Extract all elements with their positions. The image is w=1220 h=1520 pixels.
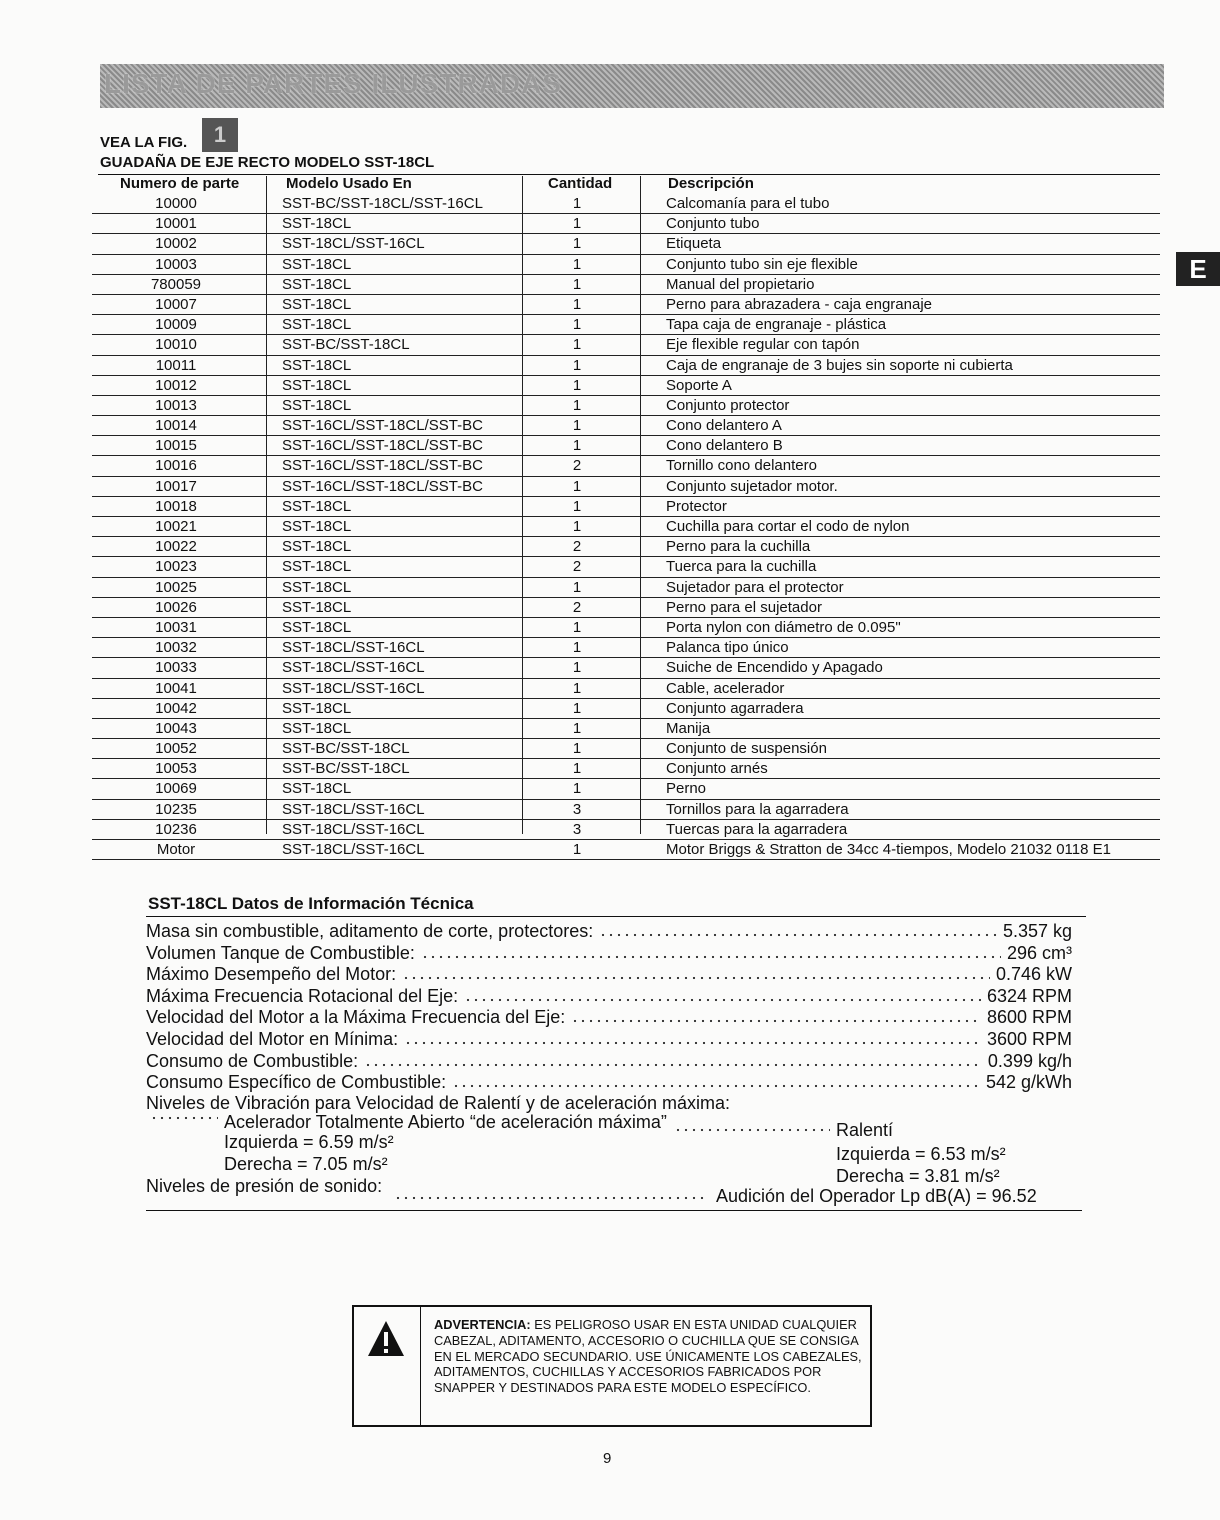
model-cell: SST-18CL [282,780,352,798]
part-number-cell: 10043 [155,719,197,737]
section-header-bar [100,64,1164,108]
leader-dots [674,1128,830,1134]
description-cell: Manija [666,719,711,737]
leader-dots [150,1116,218,1122]
model-cell: SST-18CL [282,699,352,717]
tech-row [146,919,1072,941]
description-cell: Cono delantero A [666,417,782,435]
part-number-cell: Motor [156,841,196,858]
idle-right-value: Derecha = 3.81 m/s² [836,1166,1000,1186]
description-cell: Sujetador para el protector [666,578,844,596]
part-number-cell: 10053 [155,760,197,778]
table-row [92,557,1160,577]
description-cell: Eje flexible regular con tapón [666,336,860,354]
warning-body: ES PELIGROSO USAR EN ESTA UNIDAD CUALQUIER CABEZAL, ADITAMENTO, ACCESORIO O CUCHILLA QUE SE CONSIGA EN EL MERCADO SECUNDARIO. USE ÚNICAMENTE LOS CABEZALES, ADITAMENTOS, CUCHILLAS Y ACCESORIOS FABRICADOS POR SNAPPER Y DESTINADOS PARA ESTE MODELO ESPECÍFICO. [434,1317,862,1396]
tech-label: Consumo de Combustible: [146,1050,359,1071]
part-number-cell: 10011 [155,356,197,374]
part-number-cell: 10041 [155,679,197,697]
quantity-cell: 3 [572,820,582,838]
warning-triangle-icon [366,1319,406,1359]
table-row [92,779,1160,799]
description-cell: Conjunto protector [666,396,790,414]
description-cell: Perno [666,780,707,798]
tech-row [146,941,1072,963]
model-cell: SST-18CL [282,518,352,535]
quantity-cell: 2 [572,457,582,475]
quantity-cell: 1 [572,417,582,435]
quantity-cell: 1 [572,437,582,455]
description-cell: Conjunto sujetador motor. [666,477,838,495]
quantity-cell: 1 [572,195,582,212]
quantity-cell: 1 [572,841,582,858]
tech-data-list [146,919,1072,1092]
section-title: LISTA DE PARTES ILUSTRADAS [104,68,562,99]
model-cell: SST-18CL [282,719,352,737]
tech-value: 8600 RPM [986,1007,1072,1028]
part-number-cell: 10042 [155,699,197,717]
model-cell: SST-18CL/SST-16CL [282,235,425,253]
description-cell: Tornillo cono delantero [666,457,817,475]
table-row [92,517,1160,537]
part-number-cell: 10000 [155,195,197,212]
tech-label: Volumen Tanque de Combustible: [146,942,415,963]
quantity-cell: 1 [572,356,582,374]
quantity-cell: 1 [572,780,582,798]
table-row [92,759,1160,779]
table-row [92,234,1160,254]
model-cell: SST-18CL/SST-16CL [282,679,425,697]
quantity-cell: 1 [572,295,582,313]
tech-value: 542 g/kWh [985,1072,1072,1093]
quantity-cell: 1 [572,699,582,717]
tech-label: Consumo Específico de Combustible: [146,1072,447,1093]
model-cell: SST-18CL [282,578,352,596]
full-right-value: Derecha = 7.05 m/s² [224,1154,388,1174]
quantity-cell: 1 [572,215,582,233]
table-row [92,638,1160,658]
part-number-cell: 10009 [155,316,197,334]
description-cell: Cono delantero B [666,437,783,455]
description-cell: Palanca tipo único [666,639,789,657]
col-part-number: Numero de parte [120,175,240,192]
part-number-cell: 10023 [155,558,197,576]
description-cell: Conjunto tubo [666,215,760,233]
page-number: 9 [603,1450,612,1467]
model-cell: SST-18CL [282,255,352,273]
part-number-cell: 10032 [155,639,197,657]
model-cell: SST-18CL/SST-16CL [282,639,425,657]
tech-label: Máximo Desempeño del Motor: [146,964,397,985]
table-row [92,840,1160,860]
quantity-cell: 1 [572,477,582,495]
model-cell: SST-18CL/SST-16CL [282,800,425,818]
table-row [92,537,1160,557]
quantity-cell: 1 [572,679,582,697]
warning-text [434,1317,864,1396]
part-number-cell: 10235 [155,800,197,818]
leader-dots [402,962,990,980]
idle-label: Ralentí [836,1120,894,1140]
quantity-cell: 1 [572,275,582,293]
table-row [92,416,1160,436]
quantity-cell: 1 [572,336,582,354]
sound-label: Niveles de presión de sonido: [146,1176,383,1196]
quantity-cell: 1 [572,376,582,394]
table-row [92,477,1160,497]
part-number-cell: 780059 [150,275,202,293]
model-cell: SST-18CL [282,316,352,334]
table-row [92,295,1160,315]
tech-value: 296 cm³ [1006,942,1072,963]
figure-label: VEA LA FIG. [100,134,188,151]
table-row [92,699,1160,719]
leader-dots [571,1005,981,1023]
leader-dots [404,1027,981,1045]
part-number-cell: 10017 [155,477,197,495]
part-number-cell: 10012 [155,376,197,394]
parts-table-header [98,174,1160,193]
quantity-cell: 1 [572,740,582,758]
leader-dots [394,1196,708,1202]
table-row [92,739,1160,759]
part-number-cell: 10069 [155,780,197,798]
description-cell: Tuerca para la cuchilla [666,558,817,576]
tech-data-title: SST-18CL Datos de Información Técnica [148,894,474,913]
col-quantity: Cantidad [548,175,613,192]
part-number-cell: 10033 [155,659,197,677]
description-cell: Etiqueta [666,235,722,253]
table-row [92,376,1160,396]
description-cell: Conjunto agarradera [666,699,804,717]
quantity-cell: 2 [572,558,582,576]
table-row [92,436,1160,456]
description-cell: Perno para abrazadera - caja engranaje [666,295,933,313]
table-row [92,618,1160,638]
description-cell: Tapa caja de engranaje - plástica [666,316,887,334]
warning-icon-cell [354,1307,421,1425]
description-cell: Manual del propietario [666,275,815,293]
part-number-cell: 10022 [155,538,197,556]
description-cell: Cuchilla para cortar el codo de nylon [666,518,910,535]
tech-value: 5.357 kg [1002,921,1072,941]
tech-value: 0.746 kW [995,964,1072,985]
quantity-cell: 1 [572,659,582,677]
tech-row [146,1049,1072,1071]
quantity-cell: 1 [572,618,582,636]
parts-table [92,194,1160,860]
table-row [92,214,1160,234]
quantity-cell: 1 [572,497,582,515]
table-row [92,820,1160,840]
table-row [92,356,1160,376]
table-row [92,800,1160,820]
table-row [92,598,1160,618]
idle-left-value: Izquierda = 6.53 m/s² [836,1144,1006,1164]
table-row [92,255,1160,275]
tech-row [146,1005,1072,1027]
tech-row [146,1070,1072,1092]
model-cell: SST-BC/SST-18CL/SST-16CL [282,195,483,212]
part-number-cell: 10014 [155,417,197,435]
quantity-cell: 2 [572,538,582,556]
part-number-cell: 10016 [155,457,197,475]
tech-label: Masa sin combustible, aditamento de corte, protectores: [146,921,594,941]
table-row [92,335,1160,355]
table-row [92,719,1160,739]
quantity-cell: 1 [572,316,582,334]
description-cell: Calcomanía para el tubo [666,195,830,212]
tech-label: Máxima Frecuencia Rotacional del Eje: [146,985,459,1006]
quantity-cell: 1 [572,235,582,253]
quantity-cell: 1 [572,719,582,737]
description-cell: Protector [666,497,727,515]
description-cell: Conjunto tubo sin eje flexible [666,255,858,273]
quantity-cell: 3 [572,800,582,818]
description-cell: Cable, acelerador [666,679,785,697]
model-cell: SST-18CL [282,295,352,313]
warning-lead: ADVERTENCIA: [434,1317,531,1332]
divider [146,1210,1082,1211]
model-cell: SST-BC/SST-18CL [282,760,410,778]
tech-row [146,984,1072,1006]
model-cell: SST-18CL [282,396,352,414]
tech-label: Velocidad del Motor en Mínima: [146,1028,399,1049]
description-cell: Motor Briggs & Stratton de 34cc 4-tiempos, Modelo 21032 0118 E1 [666,841,1111,858]
description-cell: Caja de engranaje de 3 bujes sin soporte ni cubierta [666,356,1013,374]
model-subtitle: GUADAÑA DE EJE RECTO MODELO SST-18CL [100,154,435,171]
quantity-cell: 2 [572,598,582,616]
description-cell: Perno para el sujetador [666,598,822,616]
model-cell: SST-18CL/SST-16CL [282,659,425,677]
model-cell: SST-18CL [282,376,352,394]
figure-number-badge: 1 [202,118,238,152]
part-number-cell: 10052 [155,740,197,758]
description-cell: Suiche de Encendido y Apagado [666,659,883,677]
quantity-cell: 1 [572,518,582,535]
part-number-cell: 10031 [155,618,197,636]
model-cell: SST-16CL/SST-18CL/SST-BC [282,457,483,475]
part-number-cell: 10007 [155,295,197,313]
quantity-cell: 1 [572,255,582,273]
table-row [92,396,1160,416]
leader-dots [452,1070,980,1088]
model-cell: SST-18CL [282,497,352,515]
leader-dots [364,1049,982,1067]
part-number-cell: 10026 [155,598,197,616]
divider [146,916,1086,917]
model-cell: SST-BC/SST-18CL [282,740,410,758]
part-number-cell: 10015 [155,437,197,455]
description-cell: Porta nylon con diámetro de 0.095" [666,618,901,636]
full-left-value: Izquierda = 6.59 m/s² [224,1132,394,1152]
table-row [92,658,1160,678]
part-number-cell: 10013 [155,396,197,414]
part-number-cell: 10001 [155,215,197,233]
warning-box [352,1305,872,1427]
model-cell: SST-18CL [282,598,352,616]
quantity-cell: 1 [572,639,582,657]
part-number-cell: 10002 [155,235,197,253]
tech-value: 6324 RPM [986,985,1072,1006]
description-cell: Tuercas para la agarradera [666,820,848,838]
description-cell: Perno para la cuchilla [666,538,811,556]
leader-dots [464,984,981,1002]
model-cell: SST-18CL/SST-16CL [282,820,425,838]
description-cell: Conjunto arnés [666,760,768,778]
part-number-cell: 10003 [155,255,197,273]
model-cell: SST-BC/SST-18CL [282,336,410,354]
tech-value: 3600 RPM [986,1028,1072,1049]
table-row [92,275,1160,295]
model-cell: SST-18CL [282,356,352,374]
part-number-cell: 10018 [155,497,197,515]
sound-value: Audición del Operador Lp dB(A) = 96.52 [716,1186,1037,1206]
table-row [92,679,1160,699]
tech-value: 0.399 kg/h [987,1050,1072,1071]
part-number-cell: 10021 [155,518,197,535]
quantity-cell: 1 [572,578,582,596]
tech-label: Velocidad del Motor a la Máxima Frecuencia del Eje: [146,1007,566,1028]
table-row [92,194,1160,214]
part-number-cell: 10010 [155,336,197,354]
part-number-cell: 10025 [155,578,197,596]
col-model: Modelo Usado En [286,175,412,192]
col-description: Descripción [668,175,754,192]
description-cell: Tornillos para la agarradera [666,800,849,818]
model-cell: SST-16CL/SST-18CL/SST-BC [282,417,483,435]
model-cell: SST-18CL [282,215,352,233]
language-tab: E [1176,252,1220,286]
tech-row [146,962,1072,984]
table-row [92,315,1160,335]
description-cell: Conjunto de suspensión [666,740,827,758]
full-throttle-label: Acelerador Totalmente Abierto “de aceleración máxima” [224,1112,667,1132]
table-row [92,456,1160,476]
model-cell: SST-18CL [282,538,352,556]
model-cell: SST-18CL [282,618,352,636]
table-row [92,578,1160,598]
quantity-cell: 1 [572,396,582,414]
quantity-cell: 1 [572,760,582,778]
model-cell: SST-16CL/SST-18CL/SST-BC [282,437,483,455]
model-cell: SST-18CL [282,275,352,293]
table-row [92,497,1160,517]
leader-dots [599,919,997,937]
part-number-cell: 10236 [155,820,197,838]
model-cell: SST-18CL/SST-16CL [282,841,425,858]
tech-row [146,1027,1072,1049]
leader-dots [421,941,1001,959]
model-cell: SST-16CL/SST-18CL/SST-BC [282,477,483,495]
model-cell: SST-18CL [282,558,352,576]
vibration-label: Niveles de Vibración para Velocidad de Ralentí y de aceleración máxima: [146,1093,730,1113]
description-cell: Soporte A [666,376,732,394]
